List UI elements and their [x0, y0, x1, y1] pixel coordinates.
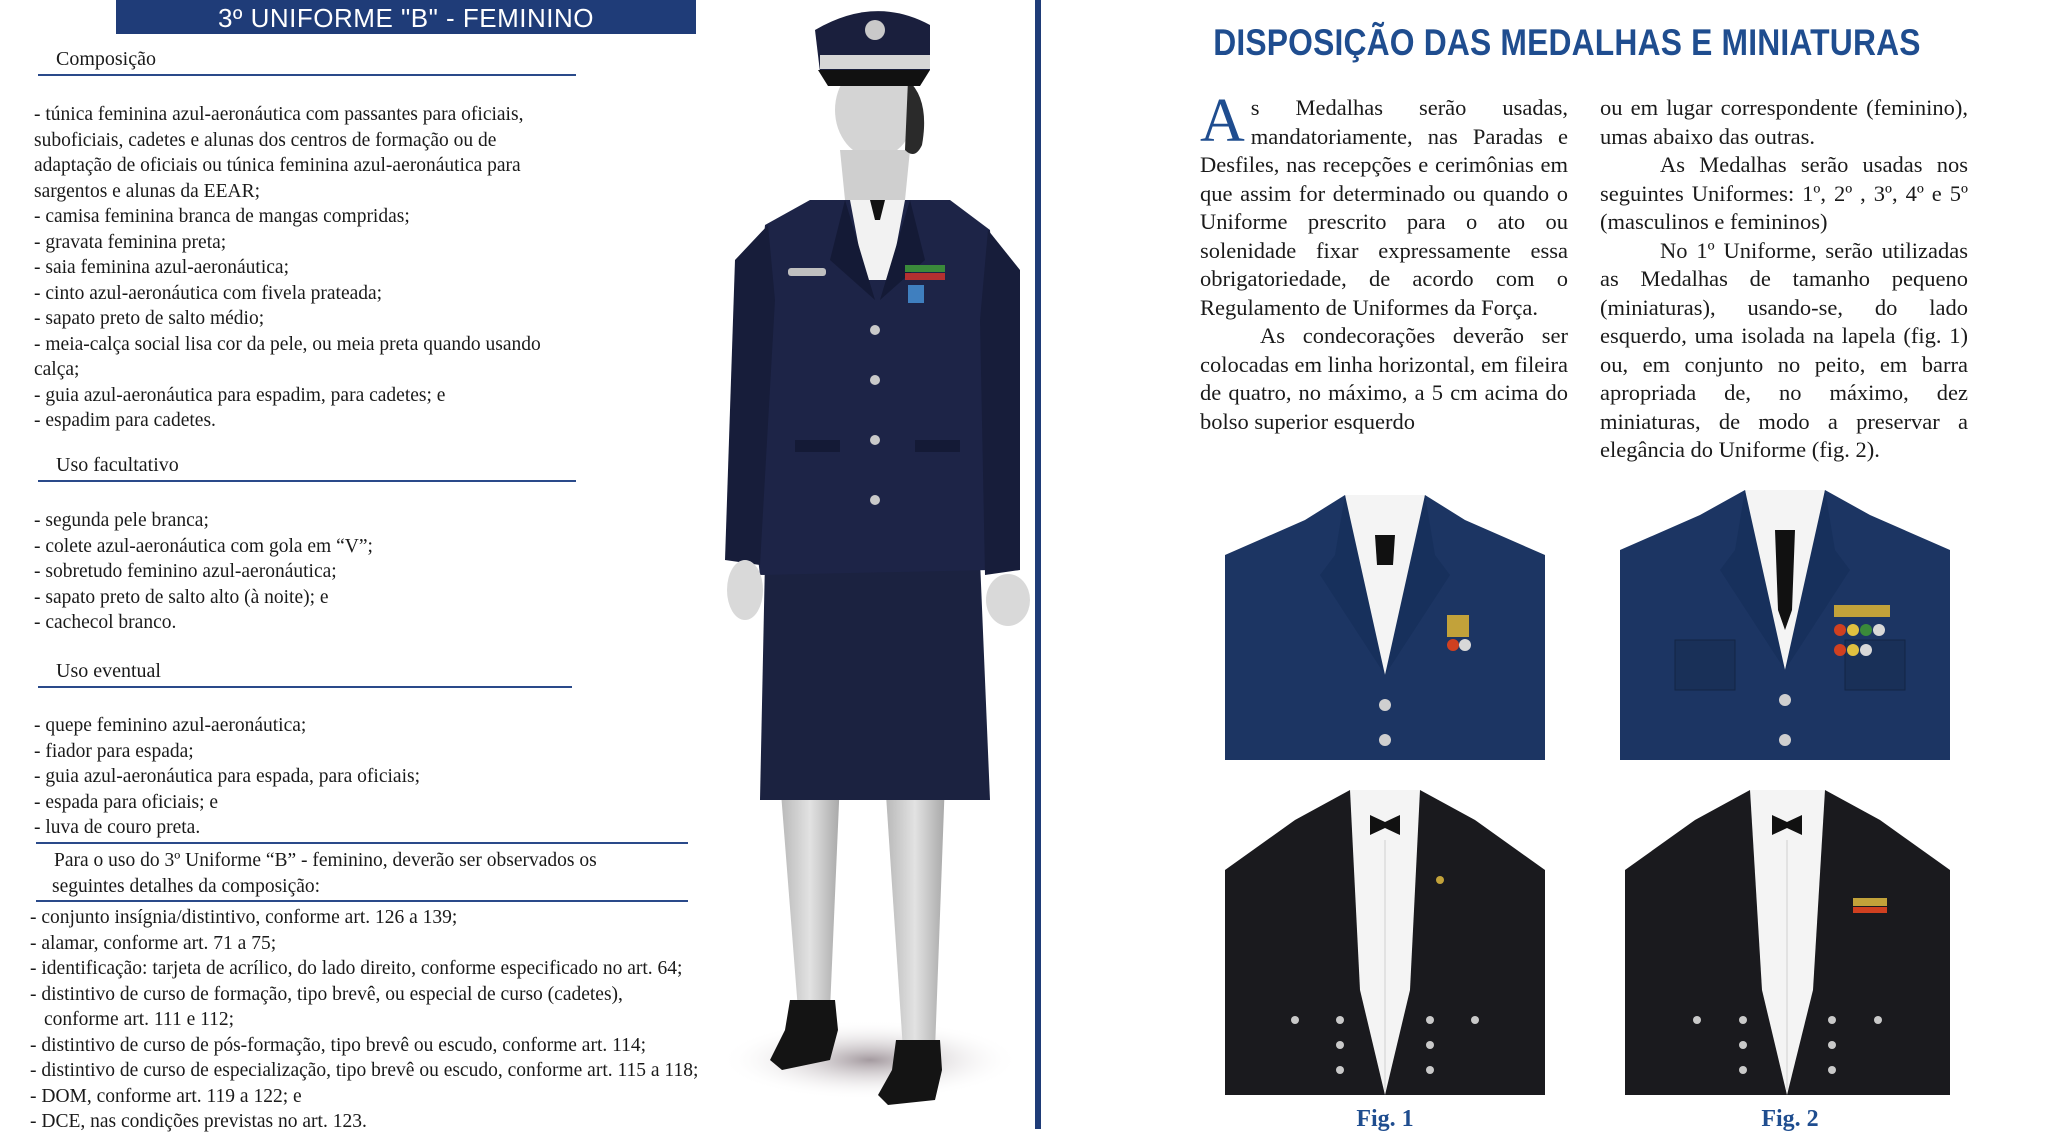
rule-bottom [36, 900, 688, 902]
list-item: - fiador para espada; [34, 740, 194, 762]
list-item: - identificação: tarjeta de acrílico, do lado direito, conforme especificado no art. 64; [30, 958, 683, 979]
list-item: - espadim para cadetes. [34, 410, 216, 431]
eventual-list [34, 713, 594, 841]
fig1-tuxedo [1225, 790, 1545, 1095]
paragraph: No 1º Uniforme, serão utilizadas as Medalhas de tamanho pequeno (miniaturas), usando-se, do lado esquerdo, uma isolada na lapela (fig. 1) ou, em conjunto no peito, em barra apropriada de, no máximo, dez miniaturas, de modo a preservar a elegância do Uniforme (fig. 2). [1600, 237, 1968, 462]
section-heading-eventual: Uso eventual [38, 658, 572, 688]
paragraph: As condecorações deverão ser colocadas em linha horizontal, em fileira de quatro, no máximo, a 5 cm acima do bolso superior esquerdo [1200, 323, 1568, 434]
fig2-blue-jacket [1620, 490, 1950, 760]
page-title: DISPOSIÇÃO DAS MEDALHAS E MINIATURAS [1213, 22, 1921, 63]
fig1-blue-jacket [1225, 495, 1545, 760]
list-item: - túnica feminina azul-aeronáutica com passantes para oficiais, [34, 104, 524, 125]
drop-cap: A [1200, 87, 1245, 155]
list-item: - quepe feminino azul-aeronáutica; [34, 715, 307, 736]
list-item: - guia azul-aeronáutica para espada, para oficiais; [34, 766, 420, 787]
list-item: - cinto azul-aeronáutica com fivela prateada; [34, 282, 383, 304]
paragraph: ou em lugar correspondente (feminino), umas abaixo das outras. [1600, 95, 1968, 149]
paragraph-text: s Medalhas serão usadas, mandatoriamente, nas Paradas e Desfiles, nas recepções e cerimônias em que assim for determinado ou quando o Uniforme prescrito para o ato ou solenidade fixar expressamente essa obrigatoriedade, de acordo com o Regulamento de Uniformes da Força. [1200, 95, 1568, 320]
facultativo-list [34, 508, 594, 636]
list-item: - espada para oficiais; e [34, 791, 219, 813]
list-item: - luva de couro preta. [34, 817, 201, 838]
section-heading-facultativo: Uso facultativo [38, 452, 576, 482]
list-item: - sapato preto de salto médio; [34, 308, 265, 329]
note-paragraph [52, 848, 682, 899]
fig2-tuxedo [1625, 790, 1950, 1095]
list-item: - distintivo de curso de formação, tipo brevê, ou especial de curso (cadetes), [30, 983, 623, 1005]
list-item: - DCE, nas condições previstas no art. 123. [30, 1111, 367, 1132]
page-divider [1035, 0, 1041, 1129]
paragraph: As Medalhas serão usadas nos seguintes Uniformes: 1º, 2º , 3º, 4º e 5º (masculinos e femininos) [1600, 152, 1968, 234]
fig2-caption: Fig. 2 [1761, 1106, 1819, 1132]
paragraph [1200, 87, 1568, 322]
female-officer-illustration [690, 0, 1035, 1129]
note-line: Para o uso do 3º Uniforme “B” - feminino, deverão ser observados os [54, 850, 597, 871]
text-column-1 [1200, 87, 1568, 436]
list-item: - conjunto insígnia/distintivo, conforme art. 126 a 139; [30, 907, 458, 928]
list-item: adaptação de oficiais ou túnica feminina azul-aeronáutica para [34, 155, 521, 176]
fig1-caption: Fig. 1 [1356, 1106, 1414, 1132]
note-line: seguintes detalhes da composição: [52, 875, 321, 897]
list-item: - camisa feminina branca de mangas compridas; [34, 206, 410, 227]
list-item: - segunda pele branca; [34, 510, 209, 531]
list-item: - cachecol branco. [34, 612, 177, 633]
list-item: - colete azul-aeronáutica com gola em “V”; [34, 535, 373, 557]
list-item: suboficiais, cadetes e alunas dos centros de formação ou de [34, 129, 497, 151]
list-item: - distintivo de curso de pós-formação, tipo brevê ou escudo, conforme art. 114; [30, 1034, 647, 1056]
rule-top [36, 842, 688, 844]
list-item: - saia feminina azul-aeronáutica; [34, 257, 289, 278]
list-item: - distintivo de curso de especialização, tipo brevê ou escudo, conforme art. 115 a 118; [30, 1060, 699, 1081]
list-item: sargentos e alunas da EEAR; [34, 180, 261, 202]
list-item: - sapato preto de salto alto (à noite); e [34, 586, 329, 608]
list-item: - meia-calça social lisa cor da pele, ou meia preta quando usando [34, 333, 541, 355]
list-item: - alamar, conforme art. 71 a 75; [30, 932, 277, 954]
list-item: conforme art. 111 e 112; [44, 1009, 235, 1030]
text-column-2 [1600, 94, 1968, 465]
details-list [30, 905, 750, 1135]
list-item: - sobretudo feminino azul-aeronáutica; [34, 561, 337, 582]
list-item: calça; [34, 359, 80, 380]
list-item: - guia azul-aeronáutica para espadim, para cadetes; e [34, 384, 446, 406]
composicao-list [34, 102, 634, 434]
section-heading-composicao: Composição [38, 46, 576, 76]
uniform-title-banner: 3º UNIFORME "B" - FEMININO [116, 0, 696, 34]
list-item: - DOM, conforme art. 119 a 122; e [30, 1085, 302, 1107]
list-item: - gravata feminina preta; [34, 231, 227, 253]
